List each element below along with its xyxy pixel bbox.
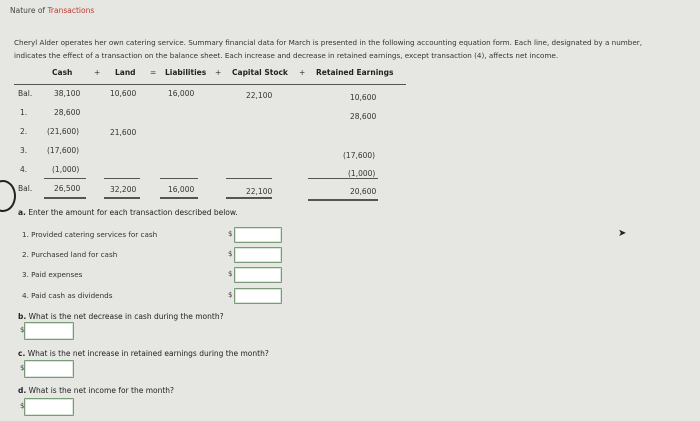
currency-symbol: $ <box>228 270 233 278</box>
header-rule <box>14 84 406 85</box>
question-b: b. What is the net decrease in cash during the month? <box>18 312 224 321</box>
operator-plus: + <box>215 68 222 77</box>
step-marker <box>0 180 16 212</box>
question-c: c. What is the net increase in retained earnings during the month? <box>18 349 269 358</box>
row-label: 1. <box>20 108 28 117</box>
header-capital-stock: Capital Stock <box>232 68 288 77</box>
net-increase-retained-input[interactable] <box>24 360 74 378</box>
cell-cash: (1,000) <box>52 165 80 174</box>
question-a: a. Enter the amount for each transaction described below. <box>18 208 238 217</box>
cell-land: 10,600 <box>110 89 137 98</box>
problem-intro: Cheryl Alder operates her own catering service. Summary financial data for March is presented in the following accounting equation form. Each line, designated by a number, indicates the effect of a transaction on the balance sheet. Each increase and decrease in retained earnings, except transaction (4), affects net income. <box>14 38 642 60</box>
currency-symbol: $ <box>20 402 25 410</box>
sum-rule <box>160 178 198 179</box>
row-label: Bal. <box>18 184 33 193</box>
currency-symbol: $ <box>20 326 25 334</box>
cell-cash: (21,600) <box>47 127 80 136</box>
cell-liabilities: 16,000 <box>168 89 195 98</box>
cell-retained: (1,000) <box>348 169 376 178</box>
header-land: Land <box>115 68 136 77</box>
total-rule <box>160 197 198 199</box>
sum-rule <box>308 178 378 179</box>
cell-cash: 26,500 <box>54 184 81 193</box>
net-decrease-cash-input[interactable] <box>24 322 74 340</box>
cell-cash: 38,100 <box>54 89 81 98</box>
currency-symbol: $ <box>228 230 233 238</box>
header-liabilities: Liabilities <box>165 68 207 77</box>
row-label: 4. <box>20 165 28 174</box>
net-income-input[interactable] <box>24 398 74 416</box>
currency-symbol: $ <box>228 250 233 258</box>
page-title: Nature of Transactions <box>10 6 95 15</box>
cell-capital: 22,100 <box>246 91 273 100</box>
row-label: 2. <box>20 127 28 136</box>
total-rule <box>44 197 86 199</box>
header-retained-earnings: Retained Earnings <box>316 68 394 77</box>
total-rule <box>226 197 272 199</box>
header-cash: Cash <box>52 68 73 77</box>
transaction-4-amount-input[interactable] <box>234 288 282 304</box>
sum-rule <box>104 178 140 179</box>
transaction-4-label: 4. Paid cash as dividends <box>22 291 113 300</box>
cell-capital: 22,100 <box>246 187 273 196</box>
sum-rule <box>226 178 272 179</box>
cell-cash: 28,600 <box>54 108 81 117</box>
operator-equals: = <box>150 68 157 77</box>
mouse-cursor-icon: ➤ <box>618 228 627 239</box>
cell-liabilities: 16,000 <box>168 185 195 194</box>
total-rule <box>104 197 140 199</box>
currency-symbol: $ <box>20 364 25 372</box>
transaction-2-amount-input[interactable] <box>234 247 282 263</box>
cell-cash: (17,600) <box>47 146 80 155</box>
cell-retained: 10,600 <box>350 93 377 102</box>
question-d: d. What is the net income for the month? <box>18 386 175 395</box>
operator-plus: + <box>299 68 306 77</box>
cell-land: 21,600 <box>110 128 137 137</box>
row-label: 3. <box>20 146 28 155</box>
cell-land: 32,200 <box>110 185 137 194</box>
total-rule <box>308 199 378 201</box>
cell-retained: (17,600) <box>343 151 376 160</box>
transaction-3-amount-input[interactable] <box>234 267 282 283</box>
currency-symbol: $ <box>228 291 233 299</box>
operator-plus: + <box>94 68 101 77</box>
cell-retained: 20,600 <box>350 187 377 196</box>
row-label: Bal. <box>18 89 33 98</box>
transaction-3-label: 3. Paid expenses <box>22 270 83 279</box>
transaction-1-amount-input[interactable] <box>234 227 282 243</box>
transaction-2-label: 2. Purchased land for cash <box>22 250 118 259</box>
transaction-1-label: 1. Provided catering services for cash <box>22 230 158 239</box>
cell-retained: 28,600 <box>350 112 377 121</box>
sum-rule <box>44 178 86 179</box>
